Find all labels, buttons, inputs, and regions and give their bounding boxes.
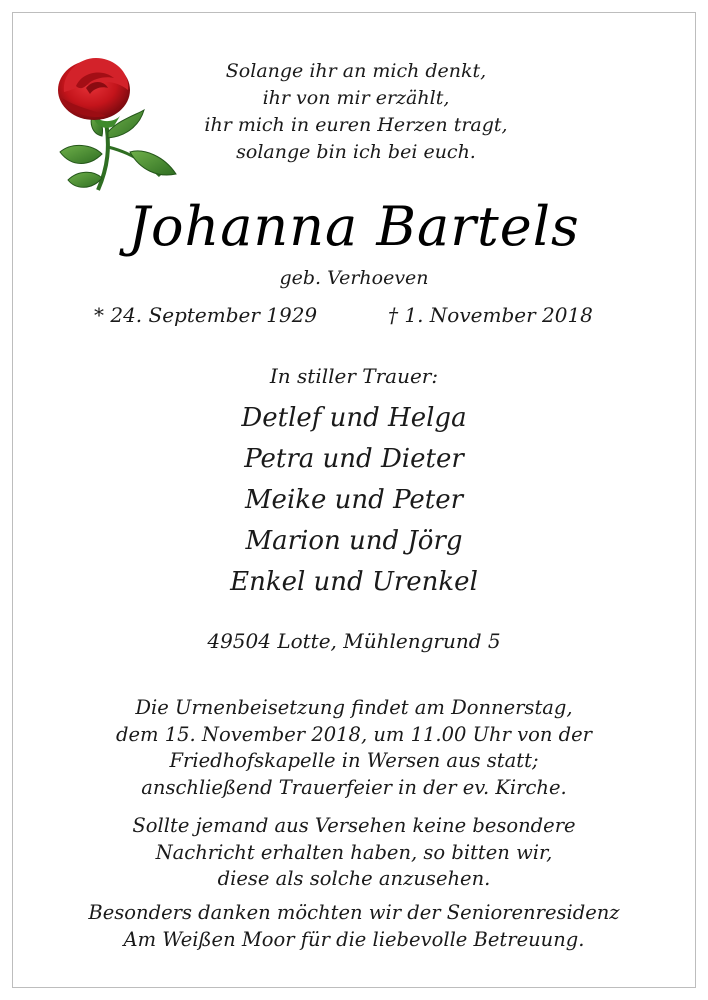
- mourner-name: Enkel und Urenkel: [230, 567, 478, 597]
- funeral-notice: [0, 695, 708, 801]
- poem-line: ihr mich in euren Herzen tragt,: [204, 114, 508, 136]
- notice-line: Am Weißen Moor für die liebevolle Betreuung.: [123, 927, 585, 951]
- mourner-name: Petra und Dieter: [244, 444, 464, 474]
- notice-line: diese als solche anzusehen.: [217, 867, 491, 890]
- poem: [170, 58, 542, 166]
- poem-line: Solange ihr an mich denkt,: [225, 60, 487, 82]
- birth-date: * 24. September 1929: [94, 303, 318, 327]
- death-date: † 1. November 2018: [388, 303, 593, 327]
- poem-line: ihr von mir erzählt,: [262, 87, 450, 109]
- mourner-list: [0, 398, 708, 603]
- notification-notice: [0, 813, 708, 893]
- notice-line: Sollte jemand aus Versehen keine besondere: [132, 814, 576, 837]
- notice-line: Friedhofskapelle in Wersen aus statt;: [169, 749, 539, 772]
- mourner-name: Detlef und Helga: [241, 403, 467, 433]
- notice-line: anschließend Trauerfeier in der ev. Kirche.: [141, 775, 567, 799]
- poem-line: solange bin ich bei euch.: [236, 141, 476, 163]
- notice-line: dem 15. November 2018, um 11.00 Uhr von der: [116, 722, 592, 746]
- notice-line: Nachricht erhalten haben, so bitten wir,: [155, 840, 553, 864]
- family-address: 49504 Lotte, Mühlengrund 5: [207, 629, 501, 653]
- notice-line: Besonders danken möchten wir der Seniorenresidenz: [88, 901, 620, 924]
- mourner-name: Marion und Jörg: [245, 526, 463, 556]
- notice-line: Die Urnenbeisetzung findet am Donnerstag,: [135, 696, 573, 719]
- birth-name: geb. Verhoeven: [279, 267, 429, 289]
- mourner-name: Meike und Peter: [244, 485, 464, 515]
- rose-icon: [48, 52, 180, 194]
- thanks-notice: [0, 900, 708, 953]
- deceased-name: Johanna Bartels: [128, 195, 580, 258]
- mourning-label: In stiller Trauer:: [269, 364, 439, 388]
